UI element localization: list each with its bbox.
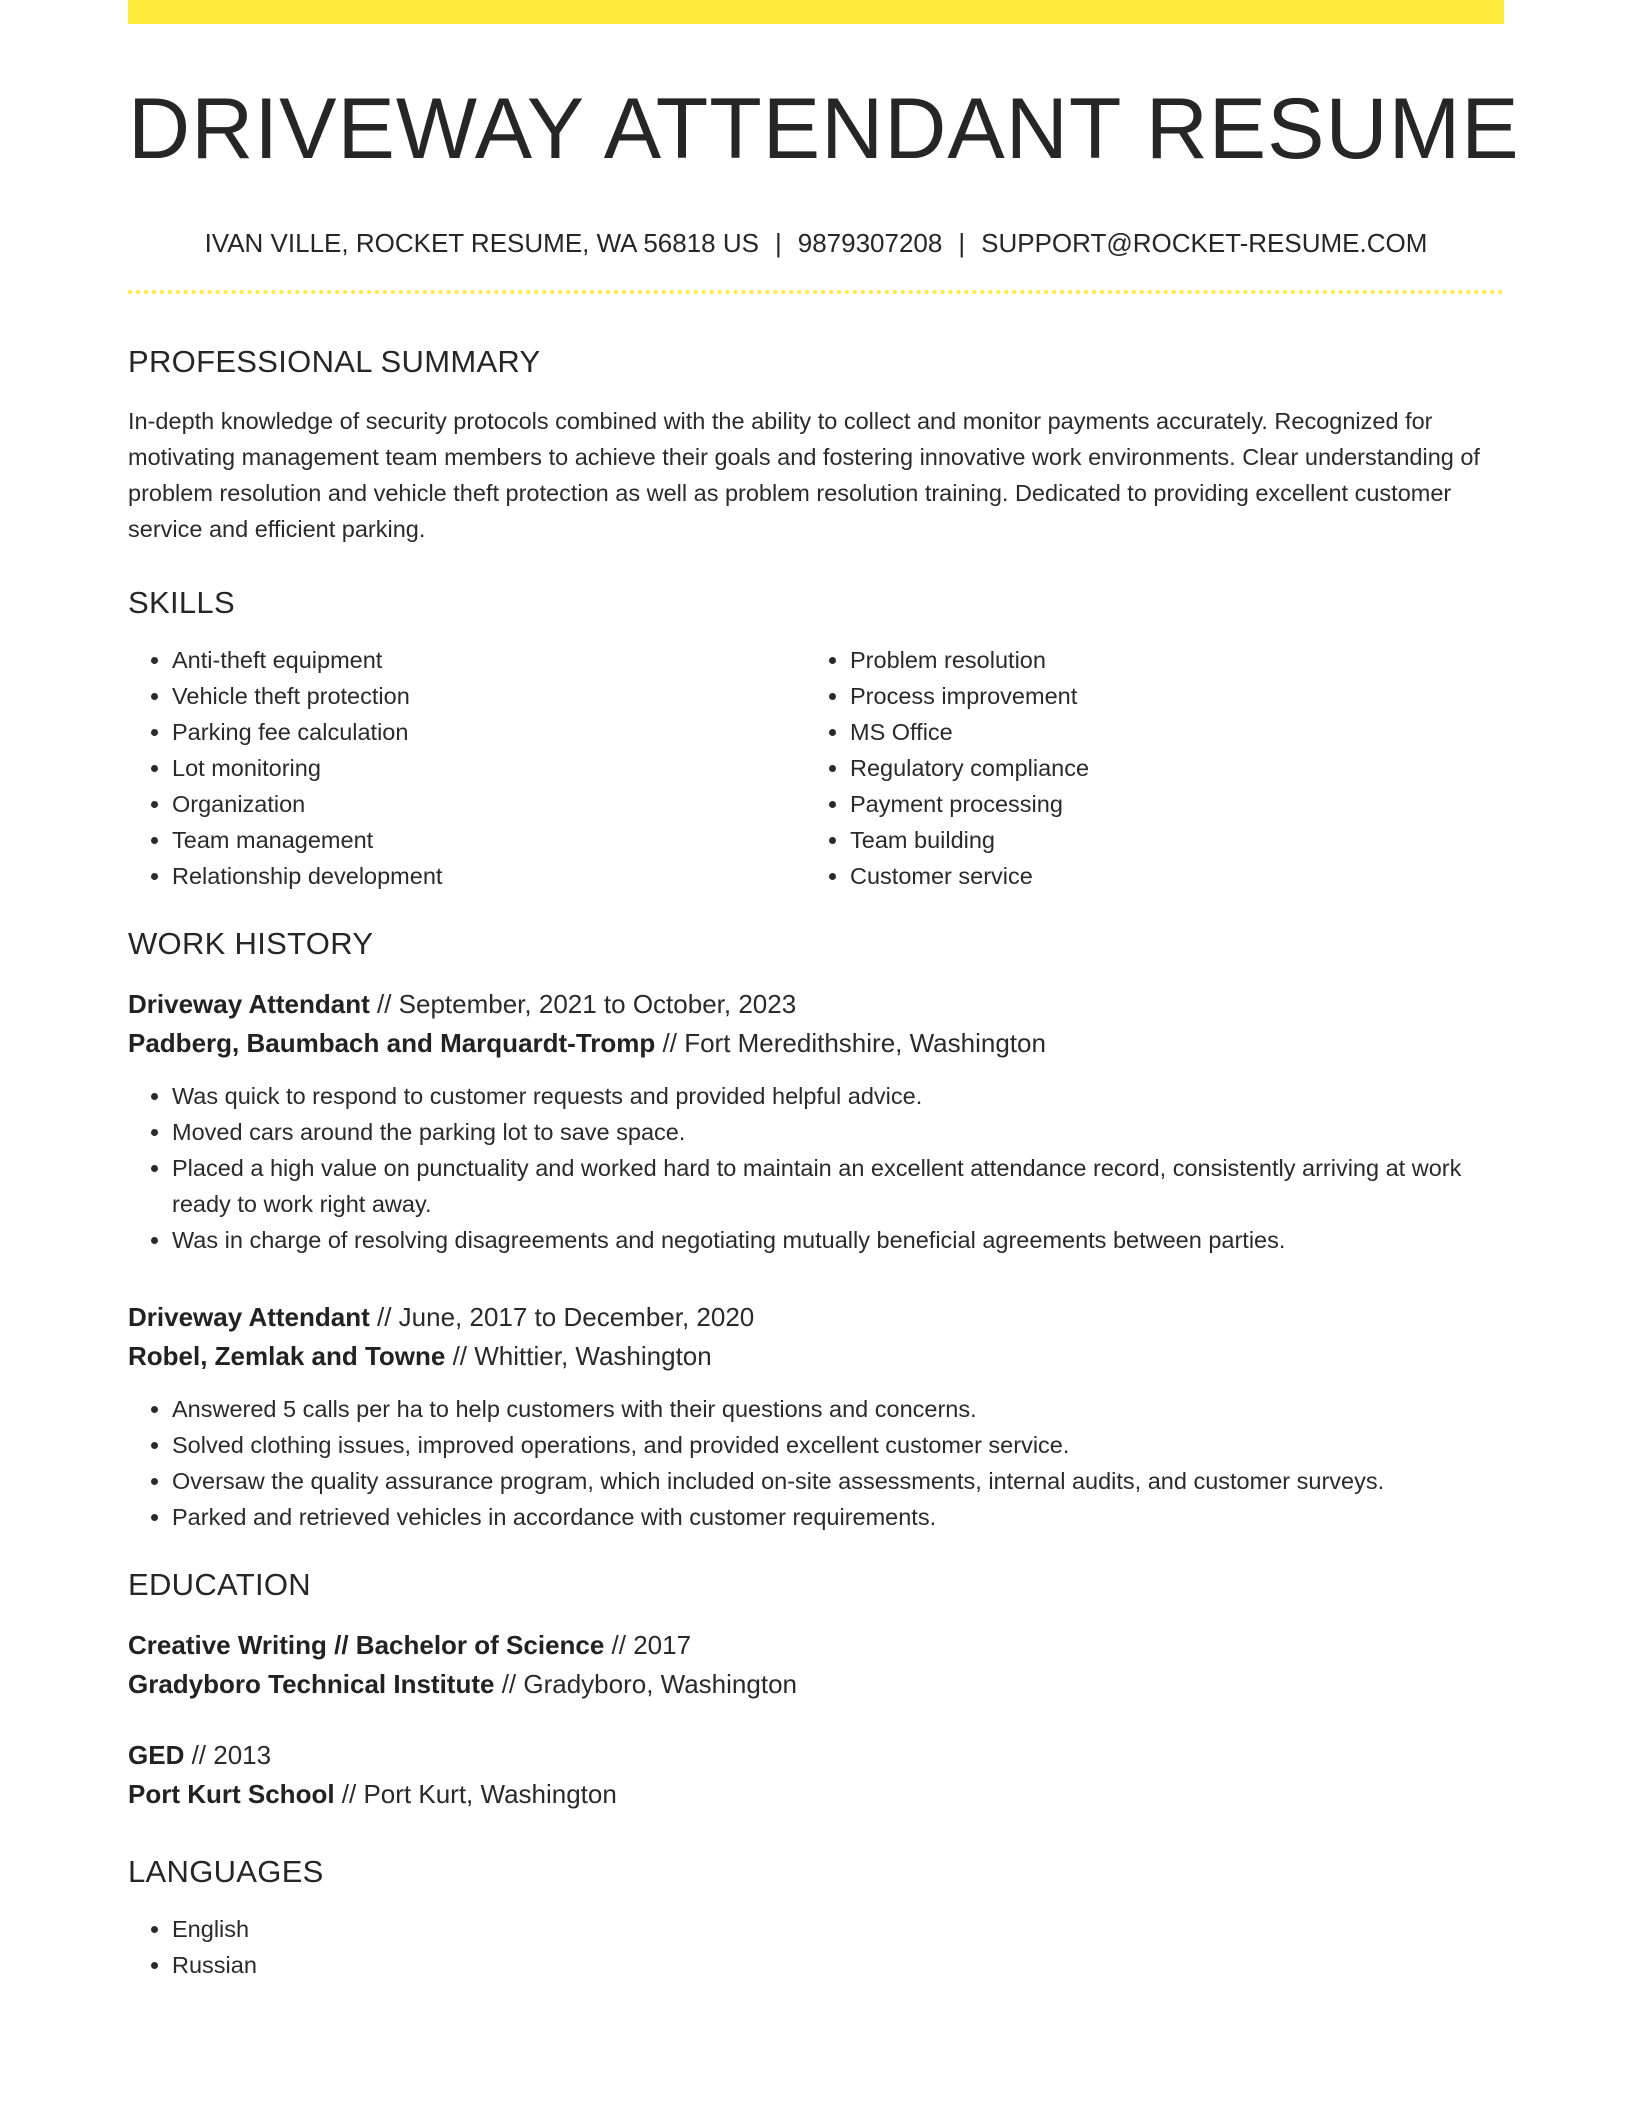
job-duty: • Moved cars around the parking lot to save space. [172,1114,1504,1150]
skill-item: • Parking fee calculation [172,714,806,750]
job-duty: • Was in charge of resolving disagreements and negotiating mutually beneficial agreements between parties. [172,1222,1504,1258]
skill-item: • Lot monitoring [172,750,806,786]
skills-column-right [806,642,1484,894]
language-item: • Russian [172,1947,1504,1983]
dotted-divider [128,290,1504,294]
contact-separator: | [958,228,966,258]
contact-separator: | [774,228,782,258]
education-school-line [128,1665,1504,1704]
skill-item: • Problem resolution [850,642,1484,678]
job-dates: // June, 2017 to December, 2020 [369,1302,755,1332]
education-school: Gradyboro Technical Institute [128,1669,495,1699]
education-year: // 2013 [184,1740,272,1770]
education-location: // Gradyboro, Washington [494,1669,797,1699]
skill-item: • Process improvement [850,678,1484,714]
job-duty: • Placed a high value on punctuality and worked hard to maintain an excellent attendance record, consistently arriving at work ready to work right away. [172,1150,1504,1222]
job-dates: // September, 2021 to October, 2023 [369,989,797,1019]
job-location: // Whittier, Washington [445,1341,712,1371]
education-entry [128,1736,1504,1814]
skill-item: • Relationship development [172,858,806,894]
job-company: Padberg, Baumbach and Marquardt-Tromp [128,1028,656,1058]
accent-top-bar [128,0,1504,24]
languages-section [128,1911,1504,1983]
education-degree-line [128,1626,1504,1665]
contact-line [128,230,1504,256]
job-entry [128,985,1504,1258]
job-duty: • Parked and retrieved vehicles in accordance with customer requirements. [172,1499,1504,1535]
summary-heading: PROFESSIONAL SUMMARY [128,344,541,379]
skill-item: • Regulatory compliance [850,750,1484,786]
job-duty: • Was quick to respond to customer requests and provided helpful advice. [172,1078,1504,1114]
job-duty: • Answered 5 calls per ha to help customers with their questions and concerns. [172,1391,1504,1427]
education-year: // 2017 [604,1630,692,1660]
languages-list [128,1911,1504,1983]
education-school: Port Kurt School [128,1779,335,1809]
education-heading: EDUCATION [128,1567,311,1602]
work-history-heading: WORK HISTORY [128,926,374,961]
job-position: Driveway Attendant [128,989,370,1019]
skills-column-left [128,642,806,894]
resume-page [128,0,1520,1983]
skill-item: • Payment processing [850,786,1484,822]
skill-item: • Customer service [850,858,1484,894]
skill-item: • Team building [850,822,1484,858]
contact-email: SUPPORT@ROCKET-RESUME.COM [981,228,1428,258]
job-company-line [128,1024,1504,1063]
job-duty: • Solved clothing issues, improved operations, and provided excellent customer service. [172,1427,1504,1463]
education-entry [128,1626,1504,1704]
language-item: • English [172,1911,1504,1947]
job-location: // Fort Meredithshire, Washington [655,1028,1046,1058]
summary-text: In-depth knowledge of security protocols combined with the ability to collect and monitor payments accurately. Recognized for motivating management team members to achieve their goals and fostering innovative work environments. Clear understanding of problem resolution and vehicle theft protection as well as problem resolution training. Dedicated to providing excellent customer service and efficient parking. [128,408,1480,542]
education-school-line [128,1775,1504,1814]
job-position: Driveway Attendant [128,1302,370,1332]
education-degree: Creative Writing // Bachelor of Science [128,1630,605,1660]
education-location: // Port Kurt, Washington [334,1779,617,1809]
education-degree-line [128,1736,1504,1775]
job-title-line [128,1298,1504,1337]
job-company-line [128,1337,1504,1376]
job-company: Robel, Zemlak and Towne [128,1341,446,1371]
job-entry [128,1298,1504,1535]
skill-item: • Anti-theft equipment [172,642,806,678]
resume-title: DRIVEWAY ATTENDANT RESUME [128,81,1520,177]
languages-heading: LANGUAGES [128,1854,324,1889]
contact-address: IVAN VILLE, ROCKET RESUME, WA 56818 US [204,228,759,258]
job-duties [128,1391,1504,1535]
skills-list [128,642,1504,894]
skill-item: • MS Office [850,714,1484,750]
contact-phone: 9879307208 [797,228,943,258]
job-duty: • Oversaw the quality assurance program, which included on-site assessments, internal audits, and customer surveys. [172,1463,1504,1499]
job-duties [128,1078,1504,1258]
skill-item: • Organization [172,786,806,822]
education-degree: GED [128,1740,185,1770]
skills-heading: SKILLS [128,585,235,620]
skill-item: • Team management [172,822,806,858]
job-title-line [128,985,1504,1024]
skill-item: • Vehicle theft protection [172,678,806,714]
